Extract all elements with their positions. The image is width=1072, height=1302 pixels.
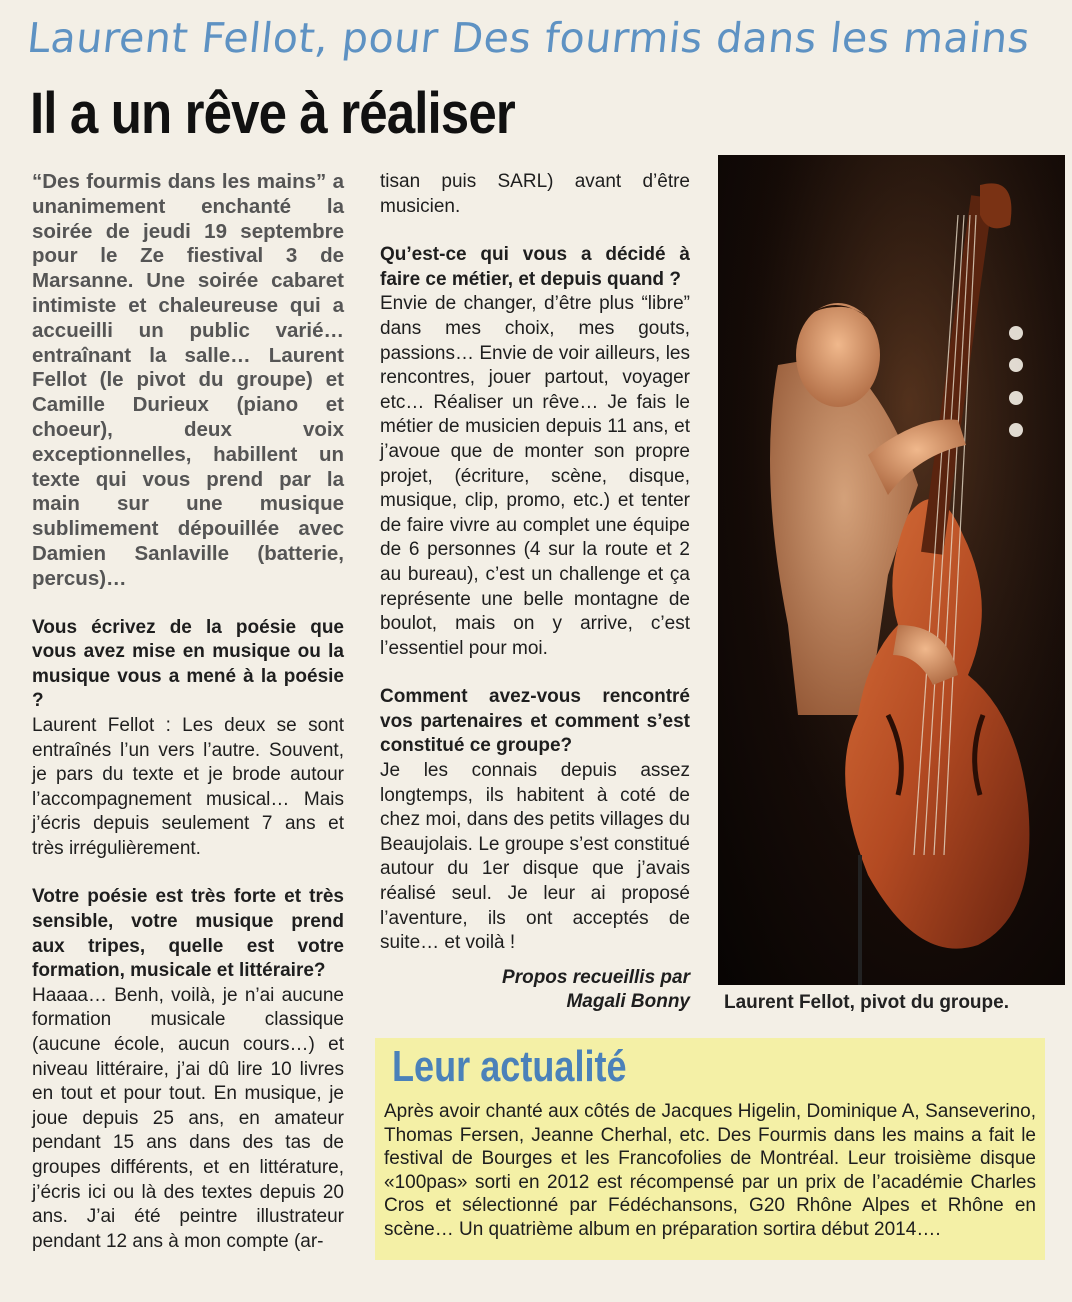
article-column-1: [32, 170, 344, 1254]
question-4: Comment avez-vous rencontré vos partenaires et comment s’est constitué ce groupe?: [380, 686, 690, 757]
answer-2-continued: tisan puis SARL) avant d’être musicien.: [380, 171, 690, 217]
answer-4: Je les connais depuis assez longtemps, ils habitent à coté de chez moi, dans des petits villages du Beaujolais. Le groupe s’est constitué autour du 1er disque que j’avais réalisé seul. Je leur ai proposé l’aventure, ils ont acceptés de suite… et voilà !: [380, 760, 690, 954]
question-1: Vous écrivez de la poésie que vous avez mise en musique ou la musique vous a mené à la poésie ?: [32, 616, 344, 712]
byline: [380, 966, 690, 1015]
photo-illustration: [718, 155, 1065, 985]
sidebar-box-body: Après avoir chanté aux côtés de Jacques Higelin, Dominique A, Sanseverino, Thomas Fersen, Jeanne Cherhal, etc. Des Fourmis dans les mains a fait le festival de Bourges et les Francofolies de Montréal. Leur troisième disque «100pas» sorti en 2012 est récompensé par un prix de l’académie Charles Cros et sélectionné par Fédéchansons, G20 Rhône Alpes et Rhône en scène… Un quatrième album en préparation sortira début 2014….: [384, 1101, 1036, 1240]
answer-3: Envie de changer, d’être plus “libre” dans mes choix, mes gouts, passions… Envie de voir ailleurs, les rencontres, jouer partout, voyager etc… Réaliser un rêve… Je fais le métier de musicien depuis 11 ans, et j’avoue que de monter son propre projet, (écriture, scène, disque, musique, clip, promo, etc.) et tenter de faire vivre au complet une équipe de 6 personnes (4 sur la route et 2 au bureau), c’est un challenge et ça représente une belle montagne de boulot, mais on y arrive, c’est l’essentiel pour moi.: [380, 293, 690, 659]
question-3: Qu’est-ce qui vous a décidé à faire ce métier, et depuis quand ?: [380, 244, 690, 290]
kicker-title: Laurent Fellot, pour Des fourmis dans les mains: [24, 14, 1033, 62]
article-column-2: [380, 170, 690, 1015]
byline-line-1: Propos recueillis par: [502, 966, 690, 988]
sidebar-box-title: Leur actualité: [392, 1042, 627, 1091]
headline: Il a un rêve à réaliser: [30, 81, 515, 146]
photo-caption: Laurent Fellot, pivot du groupe.: [724, 992, 1009, 1013]
photo-musician-double-bass: [718, 155, 1065, 985]
article-lead: “Des fourmis dans les mains” a unanimement enchanté la soirée de jeudi 19 septembre pour le Ze fiestival 3 de Marsanne. Une soirée cabaret intimiste et chaleureuse qui a accueilli un public varié… entraînant la salle… Laurent Fellot (le pivot du groupe) et Camille Durieux (piano et choeur), deux voix exceptionnelles, habillent un texte qui vous prend par la main sur une musique sublimement dépouillée avec Damien Sanlaville (batterie, percus)…: [32, 170, 344, 590]
answer-2: Haaaa… Benh, voilà, je n’ai aucune formation musicale classique (aucune école, aucun cours…) et niveau littéraire, j’ai dû lire 10 livres en tout et pour tout. En musique, je joue depuis 25 ans, en amateur pendant 15 ans dans des tas de groupes différents, et en littérature, j’écris ici ou là des textes depuis 20 ans. J’ai été peintre illustrateur pendant 12 ans à mon compte (ar-: [32, 984, 344, 1252]
question-2: Votre poésie est très forte et très sensible, votre musique prend aux tripes, quelle est votre formation, musicale et littéraire?: [32, 886, 344, 982]
byline-author: Magali Bonny: [566, 991, 690, 1013]
answer-1: Laurent Fellot : Les deux se sont entraînés l’un vers l’autre. Souvent, je pars du texte et je brode autour l’accompagnement musical… Mais j’écris depuis seulement 7 ans et très irrégulièrement.: [32, 714, 344, 859]
